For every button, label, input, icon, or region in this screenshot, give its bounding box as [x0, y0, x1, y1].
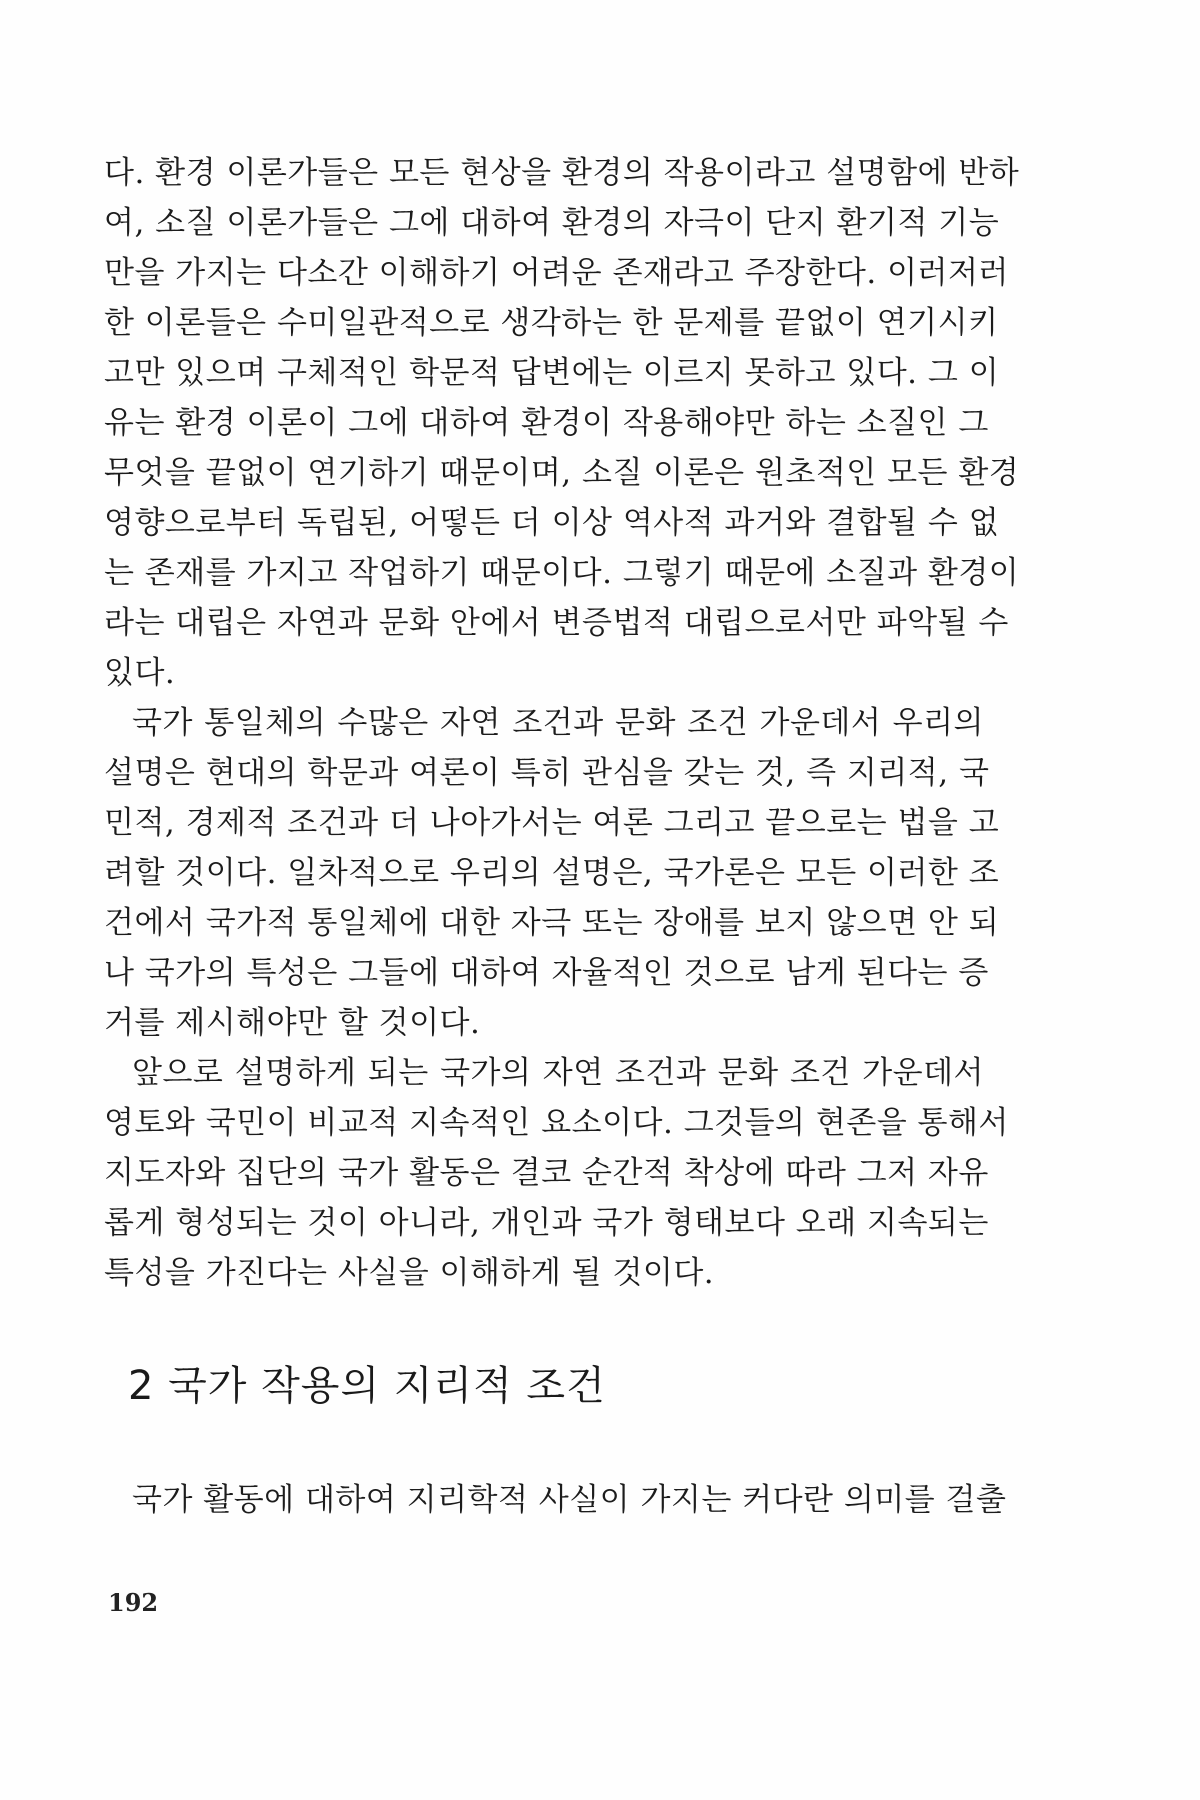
text-line: 여, 소질 이론가들은 그에 대하여 환경의 자극이 단지 환기적 기능 — [104, 205, 1000, 241]
text-line: 민적, 경제적 조건과 더 나아가서는 여론 그리고 끝으로는 법을 고 — [104, 805, 1000, 841]
text-line: 는 존재를 가지고 작업하기 때문이다. 그렇기 때문에 소질과 환경이 — [104, 555, 1020, 591]
section-heading: 2 국가 작용의 지리적 조건 — [128, 1363, 606, 1409]
text-line: 거를 제시해야만 할 것이다. — [104, 1005, 481, 1041]
body-text — [104, 148, 1020, 1298]
text-line: 나 국가의 특성은 그들에 대하여 자율적인 것으로 남게 된다는 증 — [104, 955, 989, 991]
text-line: 다. 환경 이론가들은 모든 현상을 환경의 작용이라고 설명함에 반하 — [104, 155, 1020, 191]
text-line: 지도자와 집단의 국가 활동은 결코 순간적 착상에 따라 그저 자유 — [104, 1155, 989, 1191]
text-line: 특성을 가진다는 사실을 이해하게 될 것이다. — [104, 1255, 715, 1291]
paragraph — [104, 1048, 1009, 1298]
text-line: 설명은 현대의 학문과 여론이 특히 관심을 갖는 것, 즉 지리적, 국 — [104, 755, 990, 791]
paragraph — [104, 148, 1020, 698]
page-number: 192 — [108, 1588, 159, 1617]
text-line: 한 이론들은 수미일관적으로 생각하는 한 문제를 끝없이 연기시키 — [104, 305, 999, 341]
text-line: 국가 통일체의 수많은 자연 조건과 문화 조건 가운데서 우리의 — [132, 705, 984, 741]
text-line: 롭게 형성되는 것이 아니라, 개인과 국가 형태보다 오래 지속되는 — [104, 1205, 989, 1241]
text-line: 무엇을 끝없이 연기하기 때문이며, 소질 이론은 원초적인 모든 환경 — [104, 455, 1020, 491]
section-first-line: 국가 활동에 대하여 지리학적 사실이 가지는 커다란 의미를 걸출 — [132, 1482, 1007, 1518]
text-line: 라는 대립은 자연과 문화 안에서 변증법적 대립으로서만 파악될 수 — [104, 605, 1009, 641]
text-line: 앞으로 설명하게 되는 국가의 자연 조건과 문화 조건 가운데서 — [132, 1055, 984, 1091]
text-line: 려할 것이다. 일차적으로 우리의 설명은, 국가론은 모든 이러한 조 — [104, 855, 1000, 891]
text-line: 영향으로부터 독립된, 어떻든 더 이상 역사적 과거와 결합될 수 없 — [104, 505, 1000, 541]
text-line: 유는 환경 이론이 그에 대하여 환경이 작용해야만 하는 소질인 그 — [104, 405, 989, 441]
text-line: 있다. — [104, 655, 176, 691]
paragraph — [104, 698, 1000, 1048]
text-line: 영토와 국민이 비교적 지속적인 요소이다. 그것들의 현존을 통해서 — [104, 1105, 1009, 1141]
text-line: 고만 있으며 구체적인 학문적 답변에는 이르지 못하고 있다. 그 이 — [104, 355, 1000, 391]
text-line: 만을 가지는 다소간 이해하기 어려운 존재라고 주장한다. 이러저러 — [104, 255, 1009, 291]
text-line: 건에서 국가적 통일체에 대한 자극 또는 장애를 보지 않으면 안 되 — [104, 905, 1000, 941]
